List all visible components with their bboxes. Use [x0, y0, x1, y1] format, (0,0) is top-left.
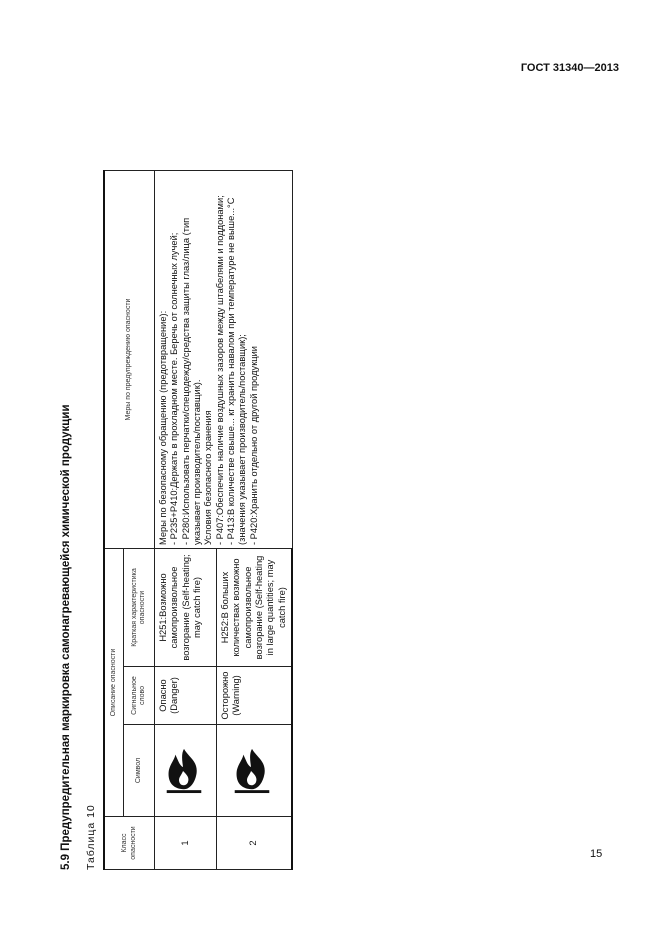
table-row: [155, 171, 217, 870]
hazard-table: [103, 170, 293, 870]
flame-icon: [159, 747, 209, 795]
section-heading: 5.9 Предупредительная маркировка самонагревающейся химической продукции: [60, 404, 72, 870]
storage-title: Условия безопасного хранения: [203, 410, 214, 545]
prevention-title: Меры по безопасному обращению (предотвращение):: [158, 310, 169, 545]
header-precautions: Меры по предупреждению опасности: [104, 171, 155, 549]
signal-word-cell: Осторожно (Warning): [217, 667, 292, 725]
header-short-characteristic: Краткая характеристика опасности: [124, 549, 155, 667]
precautions-cell: [155, 171, 292, 549]
flame-icon: [227, 747, 277, 795]
table-header-row: [104, 171, 124, 870]
table-caption: Таблица 10: [85, 804, 97, 870]
rotated-content: [60, 170, 295, 870]
precaution-p280: - Р280:Использовать перчатки/спецодежду/средства защиты глаз/лица (тип указывает производитель/поставщик).: [180, 217, 203, 545]
standard-number: ГОСТ 31340—2013: [520, 62, 619, 74]
hazard-class-cell: 2: [217, 817, 292, 870]
precaution-p235: - Р235+Р410:Держать в прохладном месте. Беречь от солнечных лучей;: [169, 232, 180, 545]
precaution-p407: - Р407:Обеспечить наличие воздушных зазоров между штабелями и поддонами;: [214, 195, 225, 545]
hazard-class-cell: 1: [155, 817, 217, 870]
precaution-p420: - Р420:Хранить отдельно от другой продукции: [248, 346, 259, 545]
symbol-cell: [155, 725, 217, 817]
precaution-p413: - Р413:В количестве свыше... кг хранить навалом при температуре не выше...°С (значения указывает производитель/поставщик);: [226, 197, 248, 545]
header-hazard-description: Описание опасности: [104, 549, 124, 817]
header-signal-word: Сигнальное слово: [124, 667, 155, 725]
header-symbol: Символ: [124, 725, 155, 817]
page-number: 15: [590, 848, 603, 860]
header-hazard-class: Класс опасности: [104, 817, 155, 870]
characteristic-cell: H251:Возможно самопроизвольное возгорание (Self-heating; may catch fire): [155, 549, 217, 667]
characteristic-cell: H252:В больших количествах возможно самопроизвольное возгорание (Self-heating in large quantities; may catch fire): [217, 549, 292, 667]
symbol-cell: [217, 725, 292, 817]
signal-word-cell: Опасно (Danger): [155, 667, 217, 725]
